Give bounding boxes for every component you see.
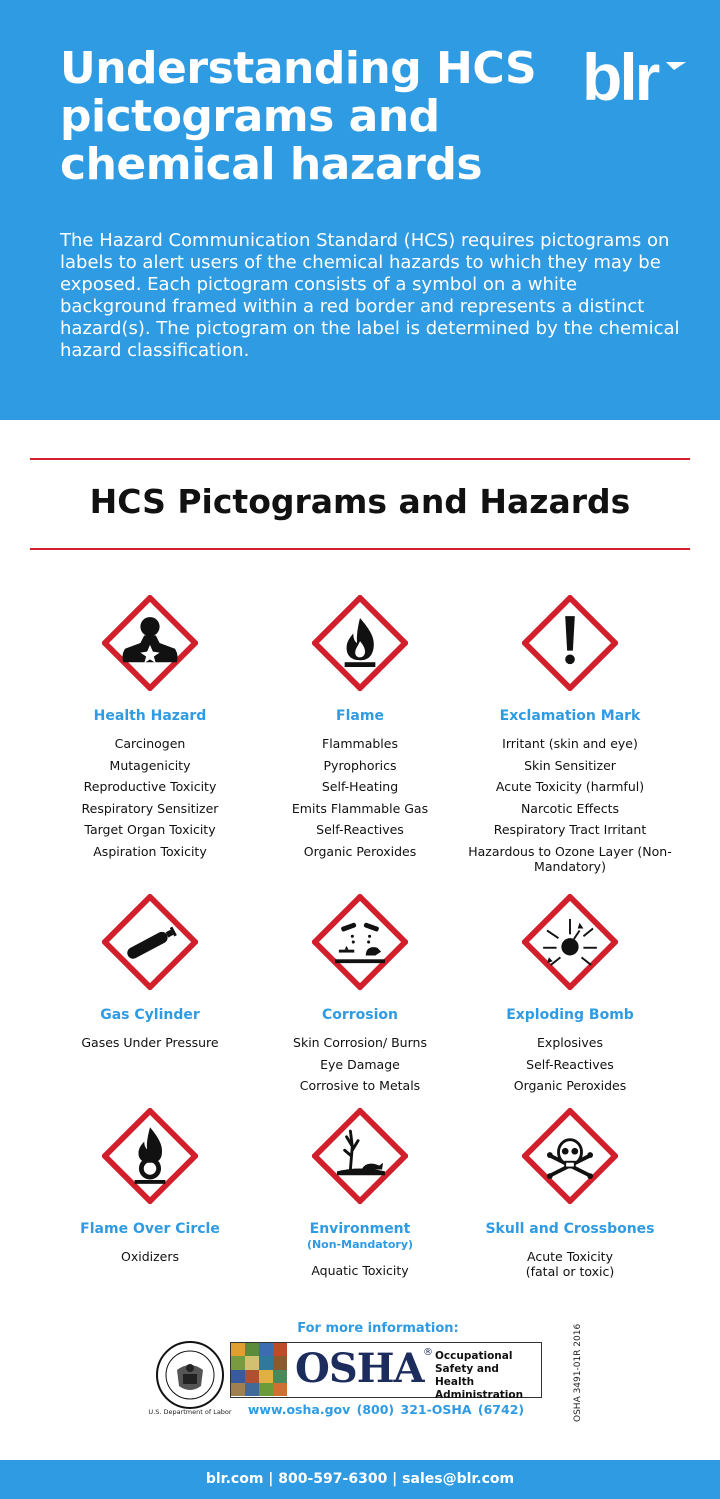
header-banner: [0, 0, 720, 420]
hazard-item: Self-Reactives: [526, 1056, 614, 1072]
hazard-list: [250, 1260, 470, 1282]
osha-registered-mark: ®: [423, 1347, 433, 1358]
hazard-list: [40, 1032, 260, 1054]
hazard-item: Gases Under Pressure: [81, 1035, 219, 1050]
hazard-list: [250, 1032, 470, 1097]
hazard-item: Self-Reactives: [316, 822, 404, 838]
exclamation-mark-icon: [522, 595, 618, 691]
hazard-list: [40, 733, 260, 863]
hazard-item: Aquatic Toxicity: [311, 1263, 409, 1278]
hazard-item: Narcotic Effects: [520, 800, 620, 816]
pictogram-name: Skull and Crossbones: [485, 1221, 655, 1237]
hazard-item: Aspiration Toxicity: [93, 843, 207, 859]
environment-icon: [312, 1108, 408, 1204]
hazard-item: Carcinogen: [114, 736, 186, 751]
hazard-item: Hazardous to Ozone Layer (Non-Mandatory): [468, 843, 672, 874]
hazard-item: Corrosive to Metals: [299, 1078, 421, 1094]
more-info-label: For more information:: [297, 1321, 459, 1336]
osha-website-link[interactable]: www.osha.gov: [247, 1402, 351, 1417]
dol-seal-icon[interactable]: [155, 1340, 225, 1410]
hazard-item: Irritant (skin and eye): [502, 736, 638, 751]
pictogram-name: Exploding Bomb: [506, 1007, 634, 1023]
hazard-list: [250, 733, 470, 863]
hazard-item: Mutagenicity: [109, 757, 191, 773]
pictogram-subtitle: (Non-Mandatory): [306, 1238, 414, 1251]
gas-cylinder-icon: [102, 894, 198, 990]
hazard-item: Oxidizers: [120, 1249, 180, 1264]
osha-logo[interactable]: [230, 1342, 542, 1401]
pictogram-name: Flame Over Circle: [80, 1221, 220, 1237]
hazard-item: Flammables: [322, 736, 398, 751]
dol-caption: U.S. Department of Labor: [148, 1408, 232, 1416]
pictogram-name: Gas Cylinder: [100, 1007, 200, 1023]
corrosion-icon: [312, 894, 408, 990]
pictogram-card-flame: [250, 595, 470, 863]
hazard-item: Respiratory Tract Irritant: [493, 822, 647, 838]
hazard-item: Organic Peroxides: [513, 1078, 627, 1094]
hazard-item: Reproductive Toxicity: [83, 779, 217, 795]
blr-logo-text: blr: [582, 40, 658, 110]
osha-mosaic-icon: [231, 1343, 287, 1396]
intro-paragraph: The Hazard Communication Standard (HCS) requires pictograms on labels to alert users of the chemical hazards to which they may be exposed. Each pictogram consists of a symbol on a white background framed within a red border and represents a distinct hazard(s). The pictogram on the label is determined by the chemical hazard classification.: [60, 230, 680, 361]
bottom-contact-text[interactable]: blr.com | 800-597-6300 | sales@blr.com: [205, 1471, 515, 1487]
hazard-item: Emits Flammable Gas: [291, 800, 429, 816]
pictogram-card-skull-crossbones: [460, 1108, 680, 1279]
blr-logo[interactable]: [582, 40, 692, 110]
osha-full-name: Occupational Safety and Health Administration: [435, 1350, 524, 1401]
pictogram-card-gas-cylinder: [40, 894, 260, 1054]
hazard-item: Respiratory Sensitizer: [81, 800, 219, 816]
hazard-item: Acute Toxicity (harmful): [495, 779, 645, 795]
osha-phone-link[interactable]: (800) 321-OSHA (6742): [356, 1402, 525, 1417]
osha-contact-line: [230, 1402, 542, 1417]
pictogram-name: Exclamation Mark: [499, 708, 641, 724]
exploding-bomb-icon: [522, 894, 618, 990]
section-title: HCS Pictograms and Hazards: [89, 482, 631, 521]
hazard-list: [460, 1246, 680, 1279]
skull-crossbones-icon: [522, 1108, 618, 1204]
hazard-item: Acute Toxicity (fatal or toxic): [525, 1249, 615, 1279]
pictogram-card-health-hazard: [40, 595, 260, 863]
pictogram-name: Environment: [309, 1221, 411, 1237]
hazard-item: Skin Corrosion/ Burns: [293, 1035, 427, 1050]
pictogram-card-exclamation-mark: [460, 595, 680, 874]
pictogram-name: Health Hazard: [93, 708, 207, 724]
pictogram-card-environment: [250, 1108, 470, 1282]
pictogram-name: Flame: [336, 708, 384, 724]
hazard-list: [40, 1246, 260, 1268]
hazard-list: [460, 1032, 680, 1097]
hazard-item: Skin Sensitizer: [524, 757, 616, 773]
flame-icon: [312, 595, 408, 691]
osha-logo-text: OSHA: [295, 1345, 424, 1392]
hazard-item: Organic Peroxides: [303, 843, 417, 859]
page-title: Understanding HCS pictograms and chemical hazards: [60, 43, 537, 190]
flame-over-circle-icon: [102, 1108, 198, 1204]
red-divider-bottom: [30, 548, 690, 550]
health-hazard-icon: [102, 595, 198, 691]
pictogram-card-corrosion: [250, 894, 470, 1097]
pictogram-card-exploding-bomb: [460, 894, 680, 1097]
hazard-item: Explosives: [537, 1035, 603, 1050]
hazard-item: Self-Heating: [321, 779, 399, 795]
hazard-item: Target Organ Toxicity: [84, 822, 216, 838]
hazard-item: Eye Damage: [320, 1056, 400, 1072]
document-code: OSHA 3491-01R 2016: [573, 1323, 583, 1422]
red-divider-top: [30, 458, 690, 460]
hazard-item: Pyrophorics: [323, 757, 397, 773]
pictogram-name: Corrosion: [321, 1007, 399, 1023]
pictogram-card-flame-over-circle: [40, 1108, 260, 1268]
hazard-list: [460, 733, 680, 874]
